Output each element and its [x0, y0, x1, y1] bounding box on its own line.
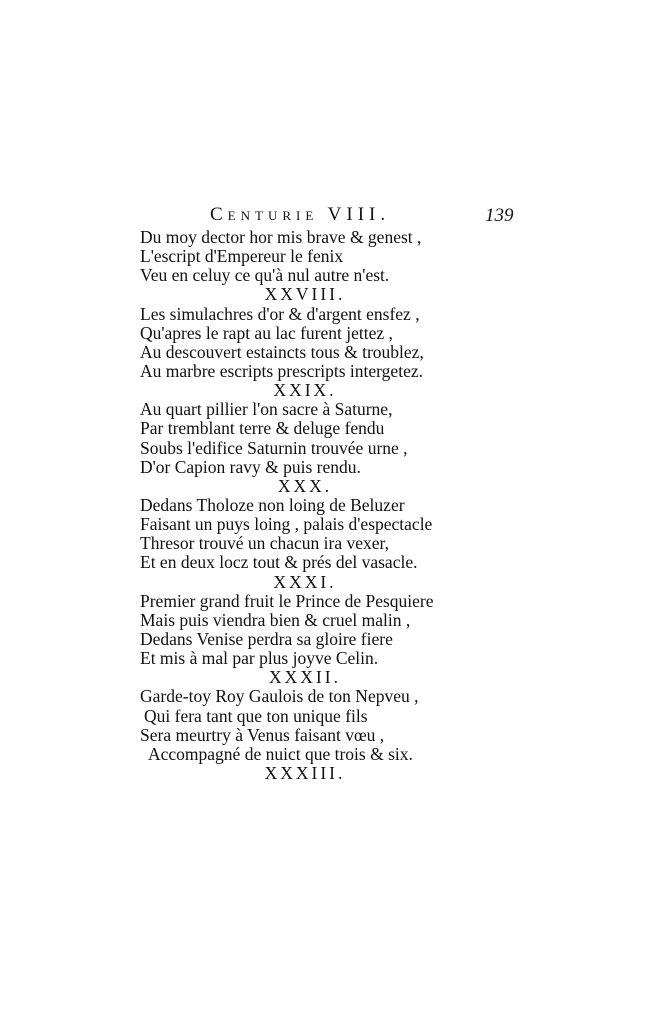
verse-line: L'escript d'Empereur le fenix [140, 246, 344, 267]
quatrain-text [140, 228, 480, 783]
verse-line: Par tremblant terre & deluge fendu [140, 418, 385, 439]
quatrain-number: XXXI. [273, 571, 337, 592]
quatrain-number: XXIX. [273, 380, 337, 401]
verse-line: Faisant un puys loing , palais d'espectacle [140, 514, 433, 535]
verse-line: Au marbre escripts prescripts intergetez. [140, 360, 423, 381]
verse-line: Accompagné de nuict que trois & six. [148, 743, 413, 764]
page-number: 139 [485, 205, 514, 226]
running-title: Centurie VIII. [210, 204, 391, 225]
verse-line: Thresor trouvé un chacun ira vexer, [140, 533, 390, 554]
quatrain-number: XXXIII. [264, 762, 346, 783]
verse-line: Dedans Venise perdra sa gloire fiere [140, 628, 393, 649]
verse-line: Du moy dector hor mis brave & genest , [140, 227, 422, 247]
verse-line: Au descouvert estaincts tous & troublez, [140, 341, 424, 362]
verse-line: Au quart pillier l'on sacre à Saturne, [140, 399, 393, 420]
verse-line: Sera meurtry à Venus faisant vœu , [140, 724, 385, 745]
quatrain-number: XXX. [277, 475, 333, 496]
verse-line: D'or Capion ravy & puis rendu. [140, 456, 361, 477]
verse-line: Garde-toy Roy Gaulois de ton Nepveu , [140, 686, 419, 707]
verse-line: Veu en celuy ce qu'à nul autre n'est. [140, 265, 390, 286]
verse-line: Dedans Tholoze non loing de Beluzer [140, 494, 405, 515]
verse-line: Mais puis viendra bien & cruel malin , [140, 609, 411, 630]
quatrain-number: XXXII. [269, 667, 341, 688]
verse-line: Soubs l'edifice Saturnin trouvée urne , [140, 437, 408, 458]
verse-line: Et en deux locz tout & prés del vasacle. [140, 552, 418, 573]
verse-line: Et mis à mal par plus joyve Celin. [140, 648, 379, 669]
quatrain-number: XXVIII. [264, 284, 346, 305]
verse-line: Les simulachres d'or & d'argent ensfez , [140, 303, 420, 324]
verse-line: Qu'apres le rapt au lac furent jettez , [140, 322, 393, 343]
verse-line: Qui fera tant que ton unique fils [144, 705, 368, 726]
verse-line: Premier grand fruit le Prince de Pesquiere [140, 590, 434, 611]
